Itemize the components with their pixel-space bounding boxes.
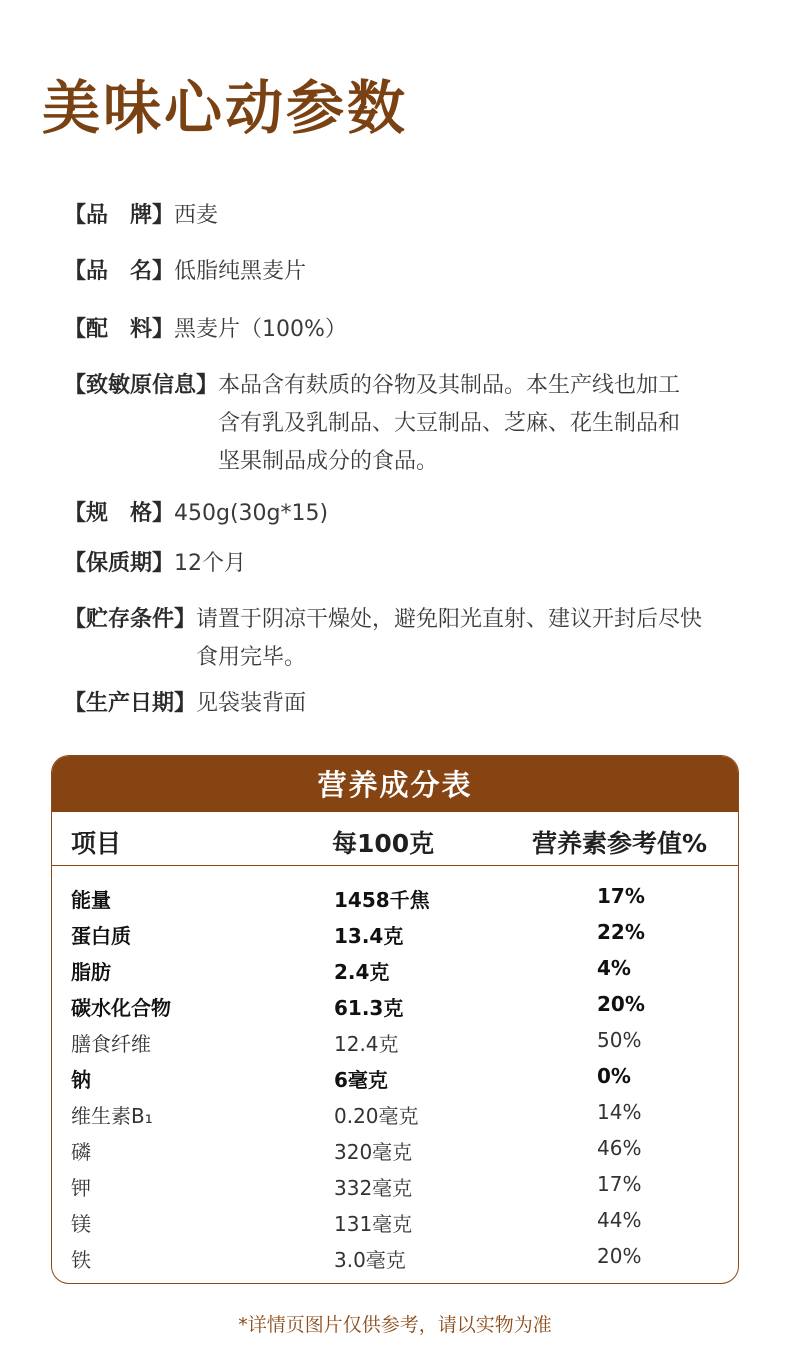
nutrient-amount: 1458千焦: [334, 888, 430, 912]
spec-production-date: [64, 685, 306, 723]
nutrient-nrv: 14%: [597, 1100, 642, 1124]
nutrient-amount: 0.20毫克: [334, 1104, 419, 1128]
spec-ingredients: [64, 311, 347, 349]
nutrient-name: 碳水化合物: [71, 996, 171, 1020]
nutrient-name: 维生素B₁: [71, 1104, 153, 1128]
footnote: *详情页图片仅供参考，请以实物为准: [238, 1314, 552, 1336]
spec-allergens: [64, 367, 688, 481]
spec-size: [64, 495, 328, 533]
nutrient-name: 磷: [71, 1140, 91, 1164]
spec-brand: [64, 197, 218, 235]
table-row: [52, 950, 738, 986]
page-title: 美味心动参数: [42, 74, 409, 142]
nutrient-name: 镁: [71, 1212, 91, 1236]
spec-value: 本品含有麸质的谷物及其制品。本生产线也加工含有乳及乳制品、大豆制品、芝麻、花生制品和坚果制品成分的食品。: [218, 373, 681, 474]
spec-label: 【配 料】: [64, 317, 175, 342]
spec-value: 低脂纯黑麦片: [174, 259, 307, 284]
nutrient-name: 铁: [71, 1248, 91, 1272]
nutrient-amount: 6毫克: [334, 1068, 388, 1092]
spec-value: 450g(30g*15): [174, 501, 329, 526]
spec-value: 西麦: [174, 203, 219, 228]
nutrient-nrv: 50%: [597, 1028, 642, 1052]
nutrient-amount: 3.0毫克: [334, 1248, 406, 1272]
table-row: [52, 1202, 738, 1238]
spec-label: 【贮存条件】: [64, 607, 197, 632]
nutrient-amount: 320毫克: [334, 1140, 413, 1164]
spec-value: 见袋装背面: [196, 691, 307, 716]
column-header-nrv: 营养素参考值%: [532, 829, 708, 858]
table-row: [52, 986, 738, 1022]
nutrient-nrv: 20%: [597, 992, 645, 1016]
column-header-per-100g: 每100克: [332, 829, 435, 858]
nutrient-amount: 61.3克: [334, 996, 404, 1020]
nutrient-amount: 12.4克: [334, 1032, 399, 1056]
nutrient-name: 脂肪: [71, 960, 111, 984]
spec-label: 【品 牌】: [64, 203, 175, 228]
spec-storage: [64, 601, 716, 677]
nutrient-nrv: 20%: [597, 1244, 642, 1268]
nutrition-column-headers: [52, 812, 738, 866]
nutrient-name: 能量: [71, 888, 111, 912]
table-row: [52, 914, 738, 950]
spec-label: 【生产日期】: [64, 691, 197, 716]
nutrition-table-title: 营养成分表: [52, 756, 738, 812]
table-row: [52, 1022, 738, 1058]
spec-product-name: [64, 253, 306, 291]
nutrient-nrv: 22%: [597, 920, 645, 944]
nutrient-name: 钠: [71, 1068, 91, 1092]
nutrient-name: 蛋白质: [71, 924, 131, 948]
nutrient-nrv: 44%: [597, 1208, 642, 1232]
nutrient-name: 膳食纤维: [71, 1032, 151, 1056]
table-row: [52, 1058, 738, 1094]
nutrient-nrv: 17%: [597, 1172, 642, 1196]
nutrient-amount: 131毫克: [334, 1212, 413, 1236]
nutrition-table: [51, 755, 739, 1284]
nutrient-nrv: 46%: [597, 1136, 642, 1160]
table-row: [52, 1130, 738, 1166]
spec-value: 请置于阴凉干燥处，避免阳光直射、建议开封后尽快食用完毕。: [196, 607, 703, 670]
spec-label: 【保质期】: [64, 551, 175, 576]
column-header-item: 项目: [71, 829, 122, 858]
nutrient-nrv: 17%: [597, 884, 645, 908]
table-row: [52, 878, 738, 914]
nutrition-rows: [52, 866, 738, 1274]
nutrient-amount: 2.4克: [334, 960, 390, 984]
nutrient-nrv: 4%: [597, 956, 631, 980]
table-row: [52, 1094, 738, 1130]
nutrient-nrv: 0%: [597, 1064, 631, 1088]
spec-shelf-life: [64, 545, 246, 583]
spec-label: 【致敏原信息】: [64, 373, 219, 398]
nutrient-amount: 332毫克: [334, 1176, 413, 1200]
table-row: [52, 1238, 738, 1274]
spec-label: 【品 名】: [64, 259, 175, 284]
spec-value: 12个月: [174, 551, 247, 576]
nutrient-name: 钾: [71, 1176, 91, 1200]
spec-label: 【规 格】: [64, 501, 175, 526]
spec-value: 黑麦片（100%）: [174, 317, 347, 342]
table-row: [52, 1166, 738, 1202]
nutrient-amount: 13.4克: [334, 924, 404, 948]
